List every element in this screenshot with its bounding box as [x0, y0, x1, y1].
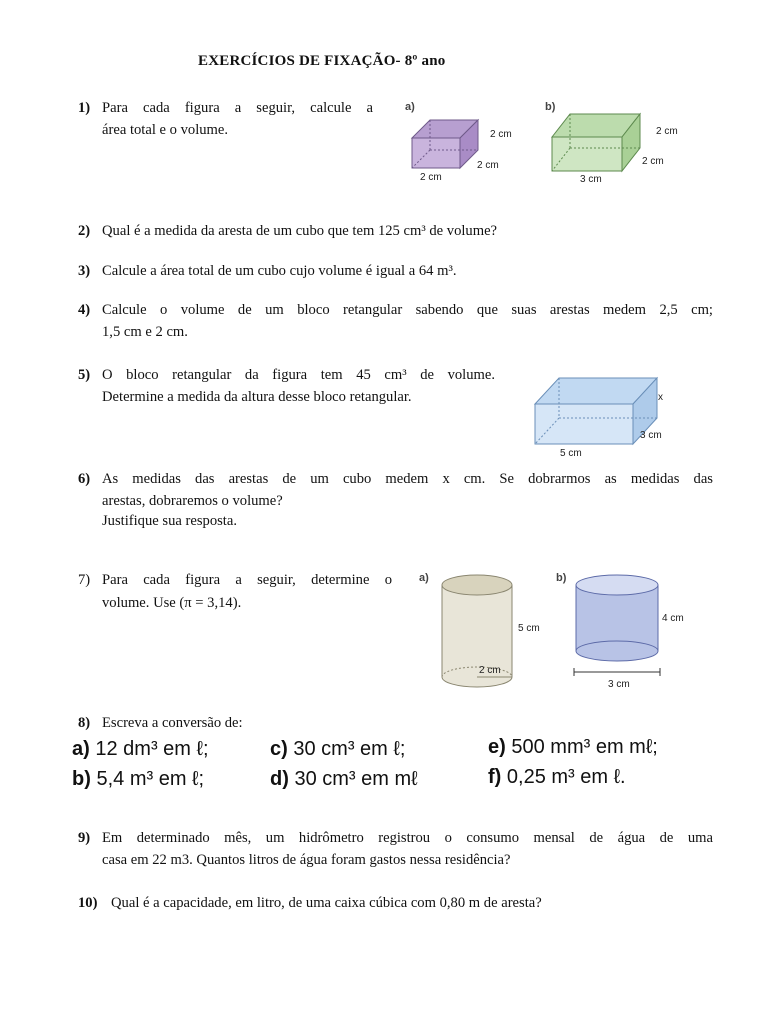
q5-fig-height: x	[658, 392, 663, 403]
q5-line1: O bloco retangular da figura tem 45 cm³ de volume.	[102, 367, 495, 383]
q5-fig-width: 5 cm	[560, 448, 582, 459]
q1-fig-a-label: a)	[405, 101, 415, 113]
q1-block-b	[552, 114, 640, 171]
q7-cylinder-b	[574, 575, 660, 676]
q5-block	[535, 378, 657, 444]
q7-line1: Para cada figura a seguir, determine o	[102, 572, 392, 588]
q1-fig-a-width: 2 cm	[420, 172, 442, 183]
q7-cylinder-a	[442, 575, 512, 687]
q4-line2: 1,5 cm e 2 cm.	[102, 324, 188, 340]
q1-number: 1)	[78, 100, 91, 116]
q7-line2: volume. Use (π = 3,14).	[102, 595, 242, 611]
q9-number: 9)	[78, 830, 91, 846]
q6-line2: arestas, dobraremos o volume?	[102, 493, 283, 509]
q2-text: Qual é a medida da aresta de um cubo que tem 125 cm³ de volume?	[102, 223, 498, 239]
q6-line3: Justifique sua resposta.	[102, 513, 237, 529]
q5-figure	[525, 368, 685, 460]
q10-text: Qual é a capacidade, em litro, de uma caixa cúbica com 0,80 m de aresta?	[111, 895, 542, 911]
conversion-item-e: e) 500 mm³ em mℓ;	[488, 736, 658, 758]
q7-fig-a-label: a)	[419, 572, 429, 584]
q7-number: 7)	[78, 572, 91, 588]
q7-fig-a-radius: 2 cm	[479, 665, 501, 676]
q7-fig-b-diameter: 3 cm	[608, 679, 630, 690]
q8-text: Escreva a conversão de:	[102, 715, 243, 731]
q6-line1: As medidas das arestas de um cubo medem x cm. Se dobrarmos as medidas das	[102, 471, 713, 487]
q8-number: 8)	[78, 715, 91, 731]
q7-fig-b-height: 4 cm	[662, 613, 684, 624]
q1-fig-b-depth: 2 cm	[642, 156, 664, 167]
page-title: EXERCÍCIOS DE FIXAÇÃO- 8º ano	[198, 53, 446, 69]
q3-text: Calcule a área total de um cubo cujo volume é igual a 64 m³.	[102, 263, 457, 279]
q1-fig-b-height: 2 cm	[656, 126, 678, 137]
q4-number: 4)	[78, 302, 91, 318]
q2-number: 2)	[78, 223, 91, 239]
q1-line1: Para cada figura a seguir, calcule a	[102, 100, 373, 116]
q7-figures	[414, 565, 704, 693]
conversion-item-b: b) 5,4 m³ em ℓ;	[72, 768, 205, 790]
q1-fig-a-height: 2 cm	[490, 129, 512, 140]
q9-line2: casa em 22 m3. Quantos litros de água foram gastos nessa residência?	[102, 852, 511, 868]
q7-fig-b-label: b)	[556, 572, 567, 584]
q7-fig-a-height: 5 cm	[518, 623, 540, 634]
q6-number: 6)	[78, 471, 91, 487]
conversion-item-f: f) 0,25 m³ em ℓ.	[488, 766, 626, 788]
q1-fig-b-label: b)	[545, 101, 556, 113]
conversion-item-c: c) 30 cm³ em ℓ;	[270, 738, 406, 760]
conversion-item-d: d) 30 cm³ em mℓ	[270, 768, 418, 790]
q1-cube-a	[412, 120, 478, 168]
q1-fig-b-width: 3 cm	[580, 174, 602, 185]
q5-fig-depth: 3 cm	[640, 430, 662, 441]
q1-figures	[400, 96, 710, 186]
q9-line1: Em determinado mês, um hidrômetro registrou o consumo mensal de água de uma	[102, 830, 713, 846]
q1-line2: área total e o volume.	[102, 122, 229, 138]
q1-fig-a-depth: 2 cm	[477, 160, 499, 171]
q10-number: 10)	[78, 895, 98, 911]
q4-line1: Calcule o volume de um bloco retangular sabendo que suas arestas medem 2,5 cm;	[102, 302, 713, 318]
q3-number: 3)	[78, 263, 91, 279]
conversion-item-a: a) 12 dm³ em ℓ;	[72, 738, 209, 760]
q5-number: 5)	[78, 367, 91, 383]
q5-line2: Determine a medida da altura desse bloco retangular.	[102, 389, 412, 405]
